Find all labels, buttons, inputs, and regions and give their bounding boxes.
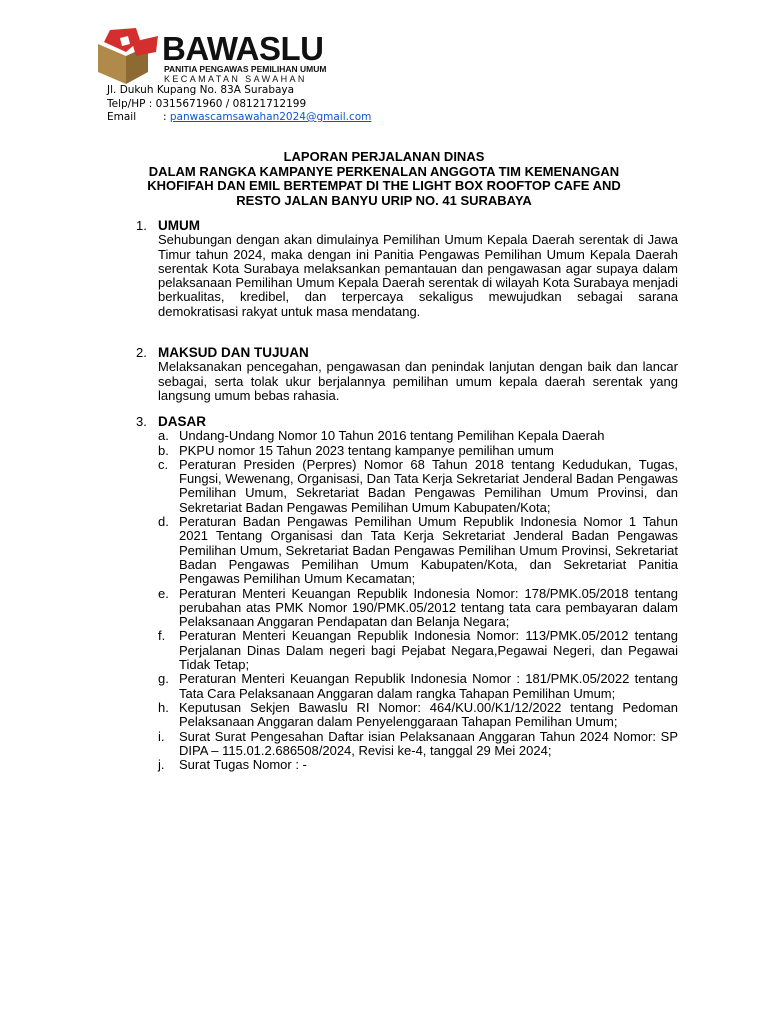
list-item — [158, 429, 678, 443]
list-marker: a. — [158, 428, 169, 444]
list-item — [158, 444, 678, 458]
letterhead — [96, 26, 396, 126]
address-line: Jl. Dukuh Kupang No. 83A Surabaya — [107, 84, 295, 96]
list-item-text: Peraturan Badan Pengawas Pemilihan Umum Republik Indonesia Nomor 1 Tahun 2021 Tentang Organisasi dan Tata Kerja Sekretariat Jenderal Badan Pengawas Pemilihan Umum, Sekretariat Badan Pengawas Pemilihan Umum Provinsi, Sekretariat Badan Pengawas Pemilihan Umum Kabupaten/Kota, dan Sekretariat Panitia Pengawas Pemilihan Umum Kecamatan; — [179, 514, 678, 587]
section-body — [158, 360, 678, 403]
list-item-text: Peraturan Presiden (Perpres) Nomor 68 Tahun 2018 tentang Kedudukan, Tugas, Fungsi, Wewenang, Organisasi, Dan Tata Kerja Sekretariat Jenderal Badan Pengawas Pemilihan Umum, Sekretariat Badan Pengawas Pemilihan Umum Provinsi, dan Sekretariat Badan Pengawas Pemilihan Umum Kabupaten/Kota; — [179, 456, 678, 515]
list-item — [158, 730, 678, 759]
title-line-3: KHOFIFAH DAN EMIL BERTEMPAT DI THE LIGHT BOX ROOFTOP CAFE AND — [147, 178, 621, 193]
list-item — [158, 587, 678, 630]
list-item — [158, 458, 678, 515]
list-marker: h. — [158, 699, 169, 715]
section-heading — [136, 346, 678, 360]
title-line-1: LAPORAN PERJALANAN DINAS — [283, 149, 485, 164]
email-link[interactable]: panwascamsawahan2024@gmail.com — [169, 111, 372, 123]
list-marker: b. — [158, 442, 169, 458]
section-umum — [136, 219, 678, 319]
list-item-text: Peraturan Menteri Keuangan Republik Indonesia Nomor: 113/PMK.05/2012 tentang Perjalanan Dinas Dalam negeri bagi Pejabat Negara,Pegawai Negeri, dan Pegawai Tidak Tetap; — [179, 628, 678, 673]
contact-info — [107, 84, 371, 125]
list-marker: f. — [158, 628, 166, 644]
section-maksud-tujuan — [136, 346, 678, 403]
list-marker: e. — [158, 585, 169, 601]
list-item-text: Undang-Undang Nomor 10 Tahun 2016 tentang Pemilihan Kepala Daerah — [179, 428, 605, 444]
legal-basis-list — [158, 429, 678, 772]
list-marker: j. — [158, 757, 165, 773]
section-title: MAKSUD DAN TUJUAN — [158, 345, 309, 360]
list-item-text: Surat Surat Pengesahan Daftar isian Pelaksanaan Anggaran Tahun 2024 Nomor: SP DIPA – 115.01.2.686508/2024, Revisi ke-4, tanggal 29 Mei 2024; — [179, 728, 678, 758]
section-number: 2. — [136, 345, 147, 360]
report-title — [100, 150, 668, 208]
list-item — [158, 672, 678, 701]
list-item — [158, 629, 678, 672]
list-item-text: PKPU nomor 15 Tahun 2023 tentang kampanye pemilihan umum — [179, 442, 554, 458]
section-paragraph: Sehubungan dengan akan dimulainya Pemilihan Umum Kepala Daerah serentak di Jawa Timur tahun 2024, maka dengan ini Panitia Pengawas Pemilihan Umum Kepala Daerah serentak Kota Surabaya melaksankan pemantauan dan pengawasan agar supaya dalam pelaksanaan Pemilihan Umum Kepala Daerah serentak di wilayah Kota Surabaya menjadi berkualitas, kredibel, dan terpercaya sekaligus mewujudkan sebagai sarana demokratisasi rakyat untuk masa mendatang. — [158, 232, 678, 319]
list-item-text: Surat Tugas Nomor : - — [179, 757, 307, 773]
email-label: Email — [107, 111, 137, 123]
section-title: UMUM — [158, 218, 200, 233]
list-marker: d. — [158, 514, 169, 530]
list-item — [158, 515, 678, 586]
list-item-text: Keputusan Sekjen Bawaslu RI Nomor: 464/KU.00/K1/12/2022 tentang Pedoman Pelaksanaan Anggaran dalam Penyelenggaraan Tahapan Pemilihan Umum; — [179, 699, 678, 730]
logo-wordmark: BAWASLU — [162, 30, 324, 67]
list-marker: g. — [158, 671, 169, 687]
phone-line: Telp/HP : 0315671960 / 08121712199 — [107, 97, 307, 110]
title-line-2: DALAM RANGKA KAMPANYE PERKENALAN ANGGOTA TIM KEMENANGAN — [148, 163, 620, 179]
logo-district: KECAMATAN SAWAHAN — [164, 74, 307, 84]
section-number: 3. — [136, 414, 147, 429]
bawaslu-logo — [96, 26, 336, 88]
section-heading — [136, 415, 678, 429]
list-item-text: Peraturan Menteri Keuangan Republik Indonesia Nomor: 178/PMK.05/2018 tentang perubahan atas PMK Nomor 190/PMK.05/2012 tentang tata cara pembayaran dalam Pelaksanaan Anggaran Pendapatan dan Belanja Negara; — [179, 585, 678, 630]
email-separator: : — [163, 111, 167, 123]
title-line-4: RESTO JALAN BANYU URIP NO. 41 SURABAYA — [236, 192, 532, 208]
logo-subtitle: PANITIA PENGAWAS PEMILIHAN UMUM — [164, 64, 327, 74]
section-heading — [136, 219, 678, 233]
section-paragraph: Melaksanakan pencegahan, pengawasan dan penindak lanjutan dengan baik dan lancar sebagai, serta tolak ukur berjalannya pemilihan umum kepala daerah serentak yang langsung umum bebas rahasia. — [158, 359, 678, 403]
section-body — [158, 233, 678, 319]
ballot-box-logo-icon — [96, 26, 162, 86]
list-item — [158, 701, 678, 730]
list-item-text: Peraturan Menteri Keuangan Republik Indonesia Nomor : 181/PMK.05/2022 tentang Tata Cara Pelaksanaan Anggaran dalam rangka Tahapan Pemilihan Umum; — [179, 671, 678, 701]
email-line — [107, 111, 371, 125]
list-item — [158, 758, 678, 772]
section-number: 1. — [136, 218, 147, 233]
list-marker: i. — [158, 728, 165, 744]
section-title: DASAR — [158, 414, 207, 429]
list-marker: c. — [158, 456, 169, 472]
section-dasar — [136, 415, 678, 772]
